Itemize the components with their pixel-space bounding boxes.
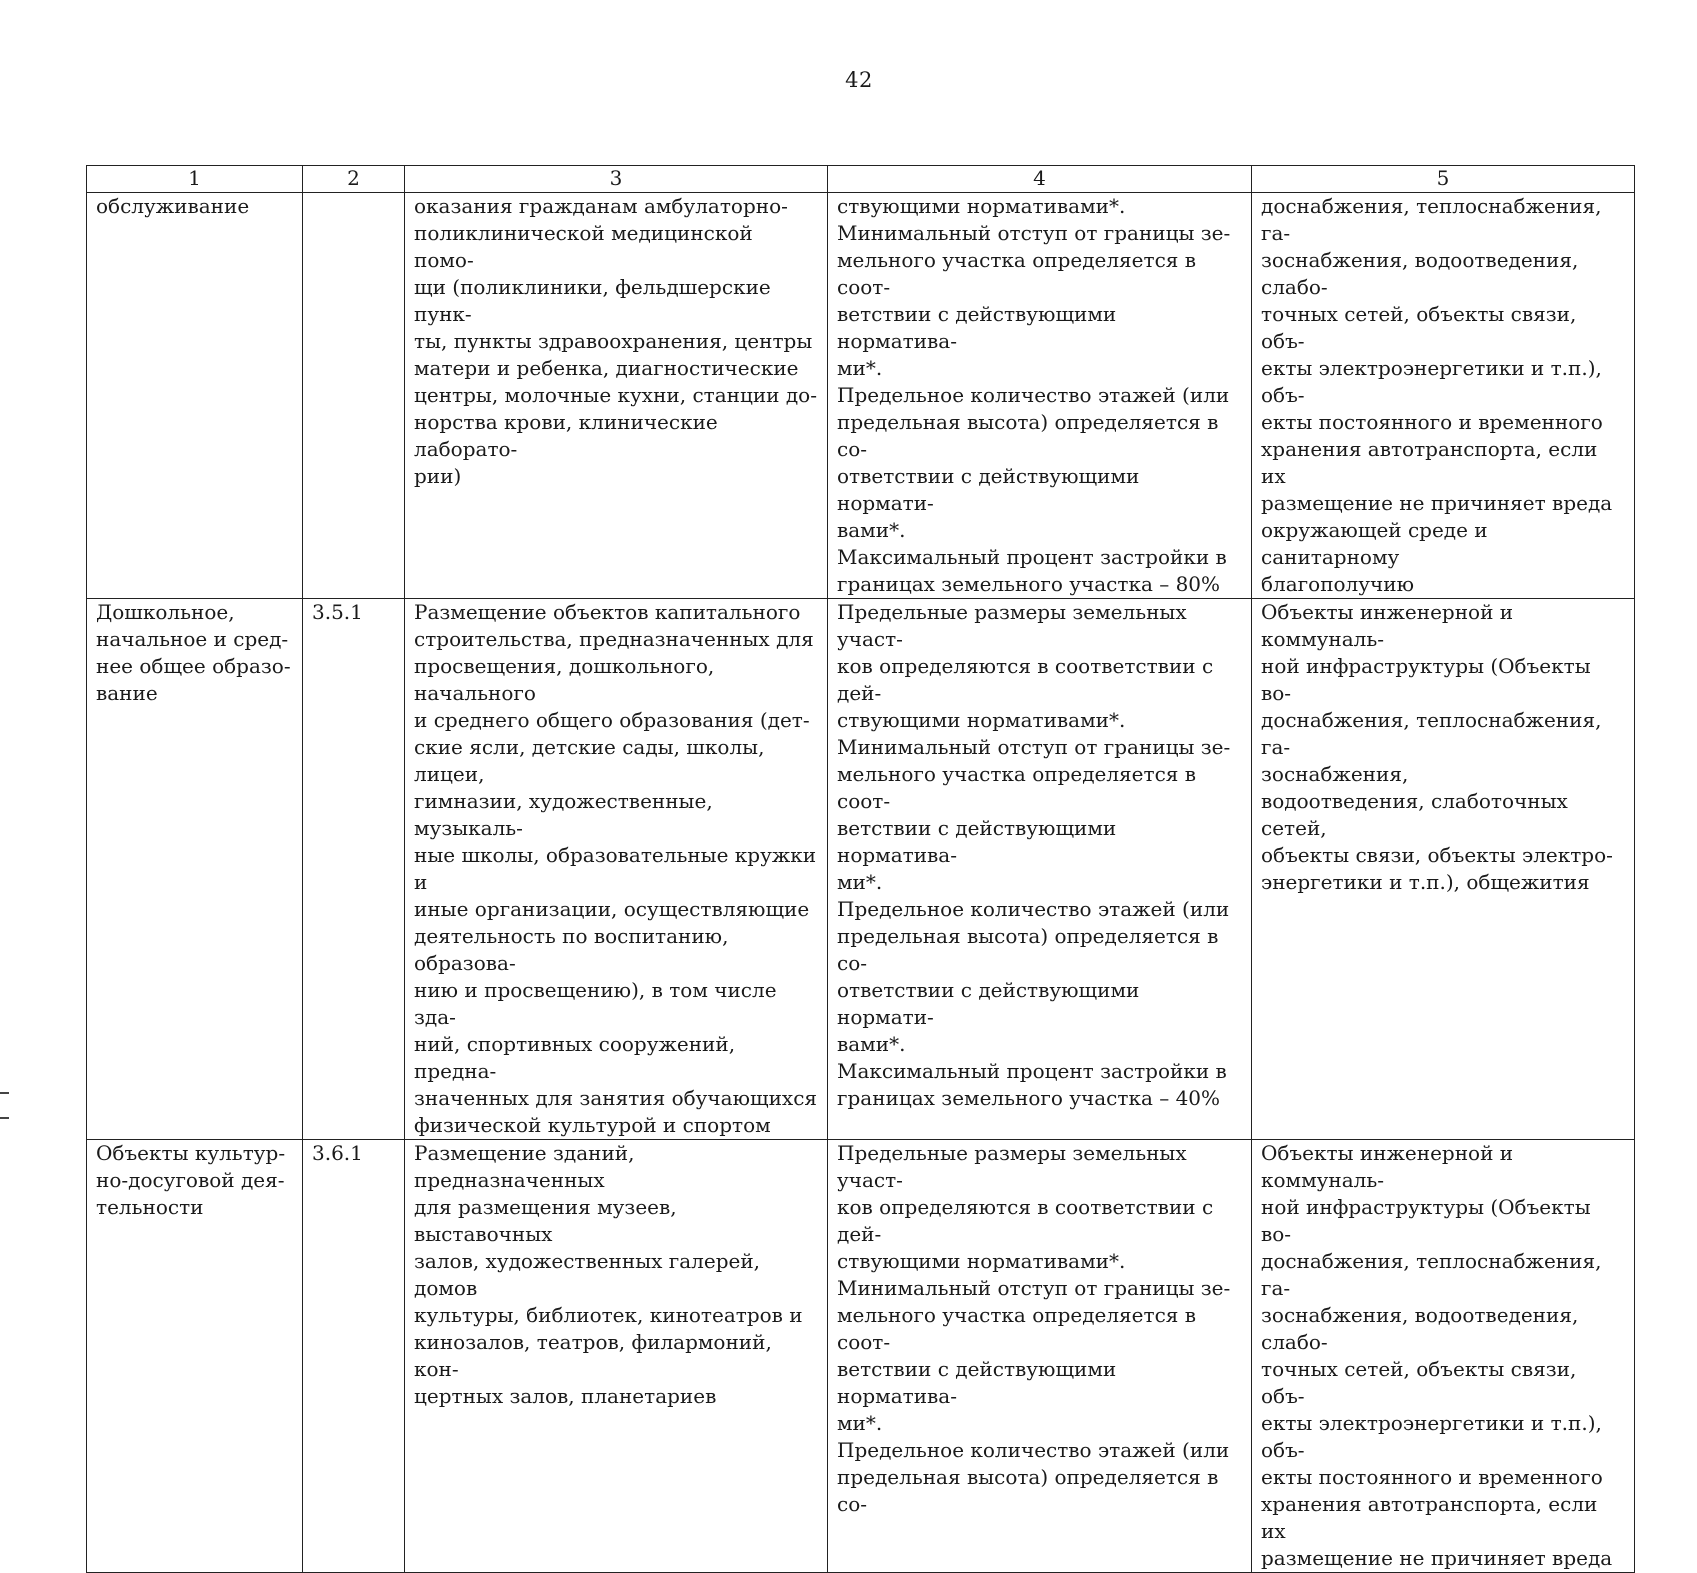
use-parameters-cell bbox=[828, 599, 1252, 1140]
use-name-cell bbox=[87, 599, 303, 1140]
use-code-cell bbox=[303, 599, 405, 1140]
use-description-cell bbox=[405, 599, 828, 1140]
table-row bbox=[87, 599, 1635, 1140]
zoning-table bbox=[86, 165, 1635, 1573]
use-name-cell bbox=[87, 193, 303, 599]
binding-margin-mark bbox=[0, 1117, 9, 1119]
auxiliary-uses-cell bbox=[1252, 599, 1635, 1140]
use-description-cell bbox=[405, 193, 828, 599]
use-parameters: Предельные размеры земельных участ- ков определяются в соответствии с дей- ствующими нормативами*. Минимальный отступ от границы зе- мельного участка определяется в соот- ветствии с действующими нормативa- ми*. Предельное количество этажей (или предельная высота) определяется в со- ответствии с действующими нормати- вами*. Максимальный процент застройки в границах земельного участка – 40% bbox=[837, 600, 1231, 1110]
table-row bbox=[87, 1140, 1635, 1573]
table-header-row bbox=[87, 166, 1635, 193]
use-code-cell bbox=[303, 1140, 405, 1573]
auxiliary-uses-cell bbox=[1252, 193, 1635, 599]
auxiliary-uses-cell bbox=[1252, 1140, 1635, 1573]
column-header-5: 5 bbox=[1252, 166, 1635, 193]
column-header-1: 1 bbox=[87, 166, 303, 193]
auxiliary-uses: Объекты инженерной и коммуналь- ной инфраструктуры (Объекты во- доснабжения, теплоснабжения, га- зоснабжения, водоотведения, слаботочных сетей, объекты связи, объекты электро- энергетики и т.п.), общежития bbox=[1261, 600, 1613, 894]
use-code: 3.5.1 bbox=[312, 600, 363, 624]
use-description: оказания гражданам амбулаторно- поликлинической медицинской помо- щи (поликлиники, фельдшерские пунк- ты, пункты здравоохранения, центры матери и ребенка, диагностические центры, молочные кухни, станции до- норства крови, клинические лаборато- рии) bbox=[414, 194, 817, 488]
column-header-4: 4 bbox=[828, 166, 1252, 193]
table-row bbox=[87, 193, 1635, 599]
page-number: 42 bbox=[845, 68, 873, 92]
auxiliary-uses: доснабжения, теплоснабжения, га- зоснабжения, водоотведения, слабо- точных сетей, объекты связи, объ- екты электроэнергетики и т.п.), объ- екты постоянного и временного хранения автотранспорта, если их размещение не причиняет вреда окружающей среде и санитарному благополучию bbox=[1261, 194, 1613, 596]
use-parameters: ствующими нормативами*. Минимальный отступ от границы зе- мельного участка определяется в соот- ветствии с действующими нормативa- ми*. Предельное количество этажей (или предельная высота) определяется в со- ответствии с действующими нормати- вами*. Максимальный процент застройки в границах земельного участка – 80% bbox=[837, 194, 1231, 596]
column-header-3: 3 bbox=[405, 166, 828, 193]
use-code: 3.6.1 bbox=[312, 1141, 363, 1165]
binding-margin-mark bbox=[0, 1092, 9, 1094]
use-name: обслуживание bbox=[96, 194, 250, 218]
use-name: Дошкольное, начальное и сред- нее общее образо- вание bbox=[96, 600, 291, 705]
use-name-cell bbox=[87, 1140, 303, 1573]
use-name: Объекты культур- но-досуговой дея- тельности bbox=[96, 1141, 286, 1219]
auxiliary-uses: Объекты инженерной и коммуналь- ной инфраструктуры (Объекты во- доснабжения, теплоснабжения, га- зоснабжения, водоотведения, слабо- точных сетей, объекты связи, объ- екты электроэнергетики и т.п.), объ- екты постоянного и временного хранения автотранспорта, если их размещение не причиняет вреда bbox=[1261, 1141, 1613, 1570]
use-description-cell bbox=[405, 1140, 828, 1573]
use-code-cell bbox=[303, 193, 405, 599]
use-description: Размещение объектов капитального строительства, предназначенных для просвещения, дошкольного, начального и среднего общего образования (дет- ские ясли, детские сады, школы, лицеи, гимназии, художественные, музыкаль- ные школы, образовательные кружки и иные организации, осуществляющие деятельность по воспитанию, образова- нию и просвещению), в том числе зда- ний, спортивных сооружений, предна- значенных для занятия обучающихся физической культурой и спортом bbox=[414, 600, 818, 1137]
use-parameters-cell bbox=[828, 1140, 1252, 1573]
use-parameters: Предельные размеры земельных участ- ков определяются в соответствии с дей- ствующими нормативами*. Минимальный отступ от границы зе- мельного участка определяется в соот- ветствии с действующими нормативa- ми*. Предельное количество этажей (или предельная высота) определяется в со- bbox=[837, 1141, 1231, 1516]
use-description: Размещение зданий, предназначенных для размещения музеев, выставочных залов, художественных галерей, домов культуры, библиотек, кинотеатров и кинозалов, театров, филармоний, кон- цертных залов, планетариев bbox=[414, 1141, 803, 1408]
use-parameters-cell bbox=[828, 193, 1252, 599]
column-header-2: 2 bbox=[303, 166, 405, 193]
